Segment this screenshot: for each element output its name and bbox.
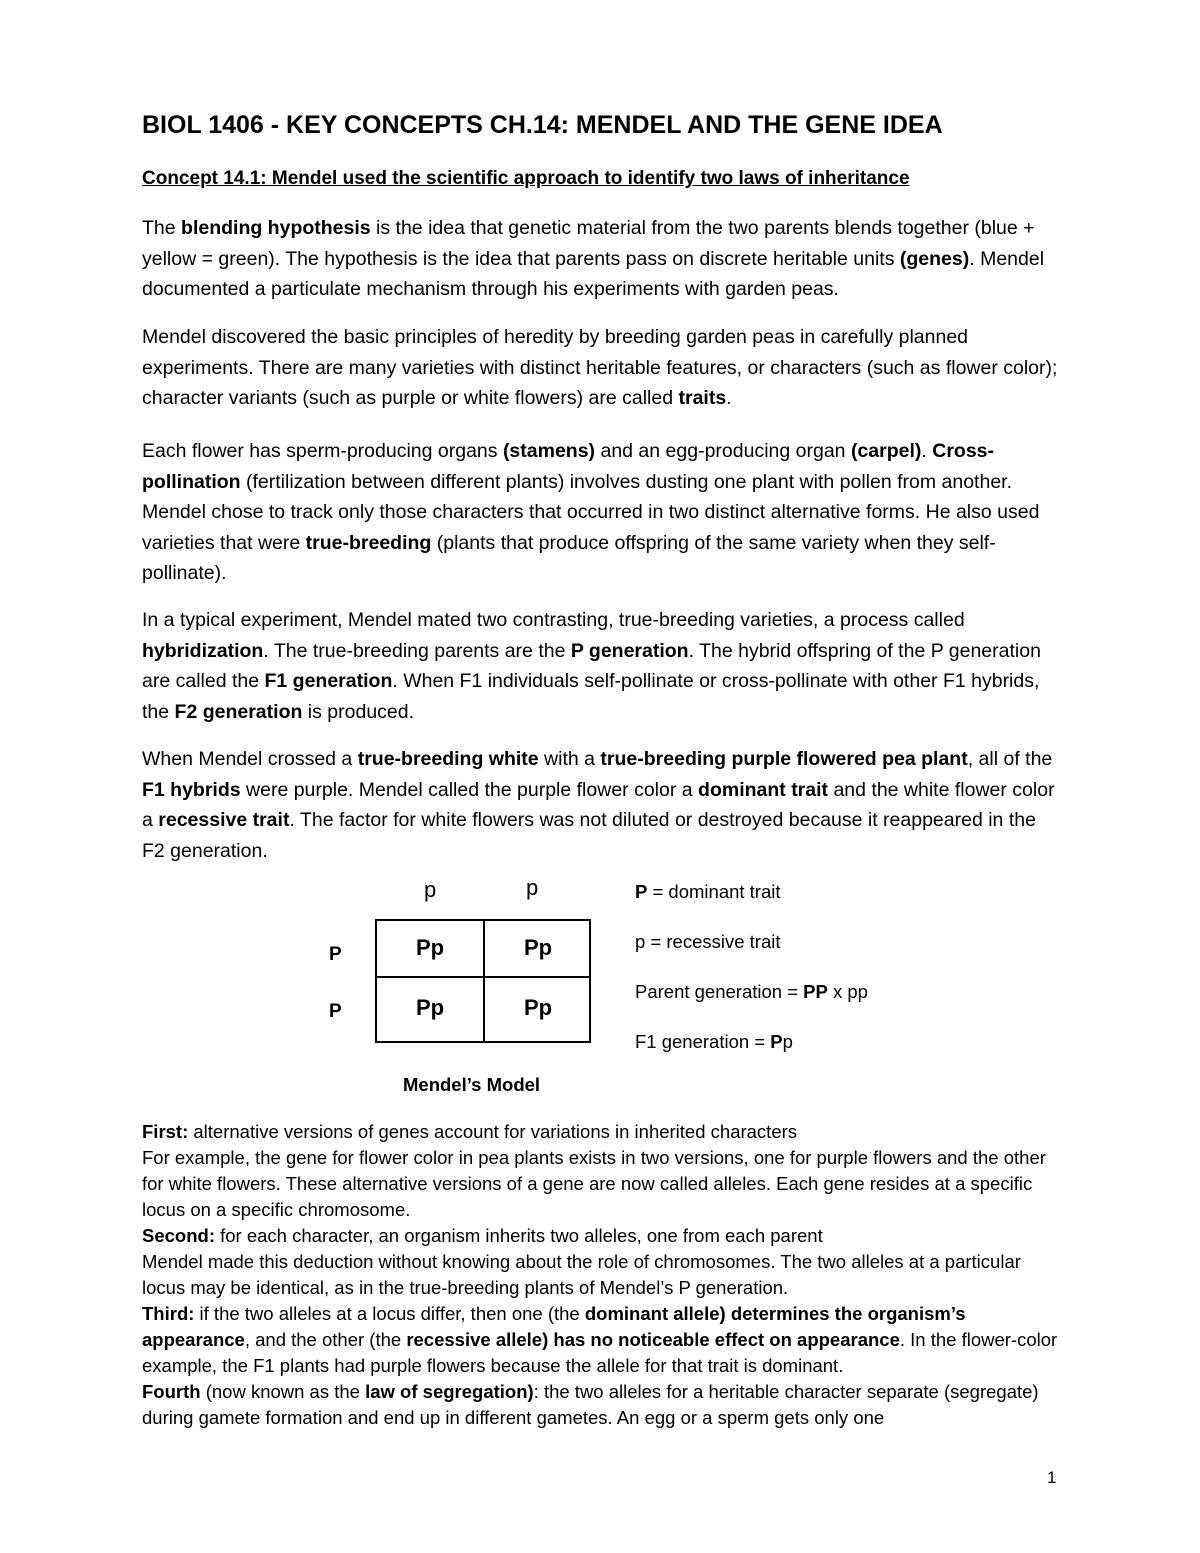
page-title: BIOL 1406 - KEY CONCEPTS CH.14: MENDEL AND THE GENE IDEA — [142, 111, 943, 139]
legend-dominant: P = dominant trait — [635, 881, 781, 902]
punnett-cell: Pp — [415, 935, 445, 960]
model-caption: Mendel’s Model — [403, 1074, 541, 1095]
point-second-detail: Mendel made this deduction without knowing about the role of chromosomes. The two alleles at a particular locus may be identical, as in the true-breeding plants of Mendel’s P generation. — [142, 1251, 1021, 1298]
punnett-cell: Pp — [415, 995, 445, 1020]
punnett-row-label: P — [329, 944, 342, 965]
punnett-col-label: p — [424, 877, 437, 902]
point-first: First: alternative versions of genes account for variations in inherited characters — [142, 1121, 798, 1142]
paragraph-hybridization: In a typical experiment, Mendel mated two contrasting, true-breeding varieties, a process called hybridization. The true-breeding parents are the P generation. The hybrid offspring of the P generation are called the F1 generation. When F1 individuals self-pollinate or cross-pollinate with other F1 hybrids, the F2 generation is produced. — [142, 609, 1041, 723]
point-first-detail: For example, the gene for flower color in pea plants exists in two versions, one for purple flowers and the other for white flowers. These alternative versions of a gene are now called alleles. Each gene resides at a specific locus on a specific chromosome. — [142, 1147, 1046, 1220]
legend-f1-generation: F1 generation = Pp — [635, 1031, 793, 1052]
concept-heading: Concept 14.1: Mendel used the scientific approach to identify two laws of inheritance — [142, 168, 910, 189]
point-third: Third: if the two alleles at a locus differ, then one (the dominant allele) determines the organism’s appearance, and the other (the recessive allele) has no noticeable effect on appearance. In the flower-color example, the F1 plants had purple flowers because the allele for that trait is dominant. — [142, 1303, 1058, 1376]
page-number: 1 — [1047, 1468, 1057, 1487]
legend-parent-generation: Parent generation = PP x pp — [635, 981, 868, 1002]
legend-recessive: p = recessive trait — [635, 931, 781, 952]
punnett-row-label: P — [329, 1001, 342, 1022]
paragraph-flower-organs: Each flower has sperm-producing organs (stamens) and an egg-producing organ (carpel). Cross-pollination (fertilization between different plants) involves dusting one plant with pollen from another. Mendel chose to track only those characters that occurred in two distinct alternative forms. He also used varieties that were true-breeding (plants that produce offspring of the same variety when they self-pollinate). — [142, 440, 1040, 584]
model-points — [142, 1119, 1062, 1431]
paragraph-blending: The blending hypothesis is the idea that genetic material from the two parents blends together (blue + yellow = green). The hypothesis is the idea that parents pass on discrete heritable units (genes). Mendel documented a particulate mechanism through his experiments with garden peas. — [142, 217, 1045, 300]
point-second: Second: for each character, an organism inherits two alleles, one from each parent — [142, 1225, 823, 1246]
paragraph-heredity: Mendel discovered the basic principles of heredity by breeding garden peas in carefully planned experiments. There are many varieties with distinct heritable features, or characters (such as flower color); character variants (such as purple or white flowers) are called traits. — [142, 326, 1058, 409]
point-fourth: Fourth (now known as the law of segregation): the two alleles for a heritable character separate (segregate) during gamete formation and end up in different gametes. An egg or a sperm gets only one — [142, 1381, 1039, 1428]
paragraph-dominance: When Mendel crossed a true-breeding white with a true-breeding purple flowered pea plant, all of the F1 hybrids were purple. Mendel called the purple flower color a dominant trait and the white flower color a recessive trait. The factor for white flowers was not diluted or destroyed because it reappeared in the F2 generation. — [142, 748, 1055, 862]
punnett-cell: Pp — [523, 935, 553, 960]
punnett-cell: Pp — [523, 995, 553, 1020]
punnett-square — [375, 919, 591, 1043]
punnett-col-label: p — [526, 875, 539, 900]
grid-divider — [377, 976, 589, 978]
